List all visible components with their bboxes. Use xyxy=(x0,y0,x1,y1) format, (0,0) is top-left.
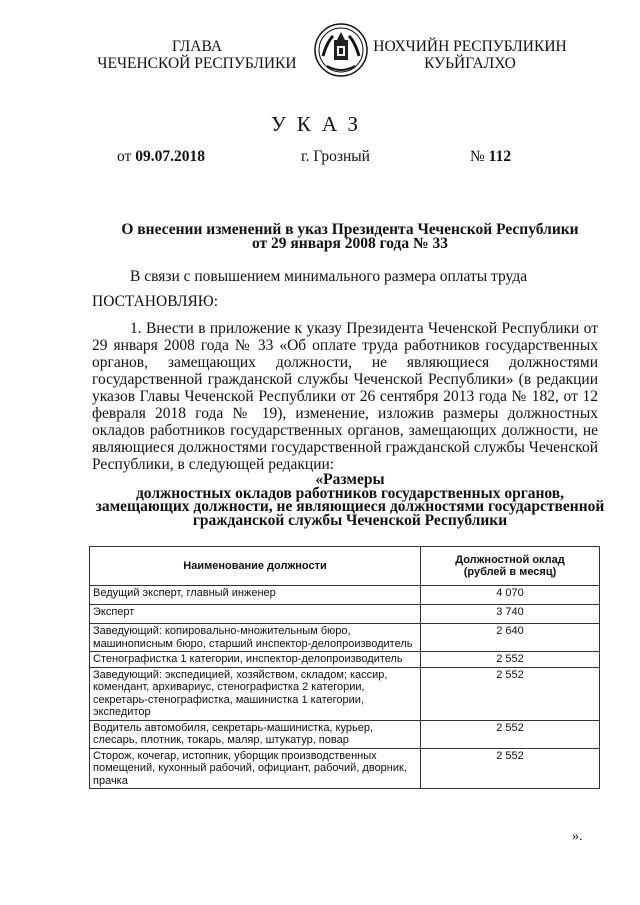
header-right xyxy=(365,38,575,72)
subject-line2: от 29 января 2008 года № 33 xyxy=(252,235,448,252)
salary-cell: 2 552 xyxy=(421,652,600,668)
header-left-line2: ЧЕЧЕНСКОЙ РЕСПУБЛИКИ xyxy=(97,55,297,72)
subject-line1: О внесении изменений в указ Президента Чеченской Республики xyxy=(121,221,579,238)
date-prefix: от xyxy=(117,148,132,165)
column-header-salary-line1: Должностной оклад xyxy=(455,553,565,566)
position-cell: Водитель автомобиля, секретарь-машинистка, курьер, слесарь, плотник, токарь, маляр, штукатур, повар xyxy=(90,720,421,748)
salary-cell: 2 552 xyxy=(421,667,600,720)
document-number xyxy=(470,148,511,166)
position-cell: Сторож, кочегар, истопник, уборщик производственных помещений, кухонный рабочий, официант, рабочий, дворник, прачка xyxy=(90,748,421,789)
position-cell: Стенографистка 1 категории, инспектор-делопроизводитель xyxy=(90,652,421,668)
column-header-salary xyxy=(421,547,600,586)
salary-cell: 3 740 xyxy=(421,605,600,624)
number-prefix: № xyxy=(470,148,485,165)
header-right-line2: КУЬЙГАЛХО xyxy=(424,55,516,72)
header-left-line1: ГЛАВА xyxy=(171,38,223,55)
document-subject xyxy=(60,223,640,251)
table-row xyxy=(90,667,600,720)
header-left xyxy=(92,38,302,72)
attachment-title-line4: гражданской службы Чеченской Республики xyxy=(192,511,508,529)
coat-of-arms-emblem xyxy=(313,22,369,78)
attachment-title-line3: замещающих должности, не являющиеся должностями государственной xyxy=(95,498,605,515)
table-row xyxy=(90,652,600,668)
position-cell: Ведущий эксперт, главный инженер xyxy=(90,586,421,605)
salary-cell: 4 070 xyxy=(421,586,600,605)
document-date xyxy=(117,148,205,166)
document-title: УКАЗ xyxy=(270,112,370,136)
position-cell: Заведующий: экспедицией, хозяйством, складом; кассир, комендант, архивариус, стенографистка 2 категории, секретарь-стенографистка, машинистка 1 категории, экспедитор xyxy=(90,667,421,720)
header-right-line1: НОХЧИЙН РЕСПУБЛИКИН xyxy=(373,38,567,55)
attachment-title-line1: «Размеры xyxy=(315,471,385,488)
salary-cell: 2 552 xyxy=(421,720,600,748)
item-1-paragraph: 1. Внести в приложение к указу Президента Чеченской Республики от 29 января 2008 года № 33 «Об оплате труда работников государственных органов, замещающих должности, не являющиеся должностями государственной гражданской службы Чеченской Республики» (в редакции указов Главы Чеченской Республики от 26 сентября 2013 года № 182, от 12 февраля 2018 года № 19), изменение, изложив размеры должностных окладов работников государственных органов, замещающих должности, не являющиеся должностями государственной гражданской службы Чеченской Республики, в следующей редакции: xyxy=(92,320,598,473)
closing-quote: ». xyxy=(572,829,583,844)
salary-table xyxy=(89,546,600,789)
intro-paragraph: В связи с повышением минимального размера оплаты труда xyxy=(130,268,528,285)
table-row xyxy=(90,605,600,624)
table-row xyxy=(90,720,600,748)
table-row xyxy=(90,748,600,789)
position-cell: Заведующий: копировально-множительным бюро, машинописным бюро, старший инспектор-делопроизводитель xyxy=(90,624,421,652)
document-city: г. Грозный xyxy=(301,148,370,165)
table-header-row xyxy=(90,547,600,586)
attachment-title-line2: должностных окладов работников государственных органов, xyxy=(135,484,565,502)
decree-word: ПОСТАНОВЛЯЮ: xyxy=(92,293,219,310)
position-cell: Эксперт xyxy=(90,605,421,624)
number-value: 112 xyxy=(488,148,512,165)
salary-cell: 2 640 xyxy=(421,624,600,652)
column-header-salary-line2: (рублей в месяц) xyxy=(463,566,557,578)
table-row xyxy=(90,624,600,652)
date-value: 09.07.2018 xyxy=(135,148,205,165)
attachment-title xyxy=(60,473,640,527)
column-header-position: Наименование должности xyxy=(90,547,421,586)
salary-cell: 2 552 xyxy=(421,748,600,789)
table-row xyxy=(90,586,600,605)
